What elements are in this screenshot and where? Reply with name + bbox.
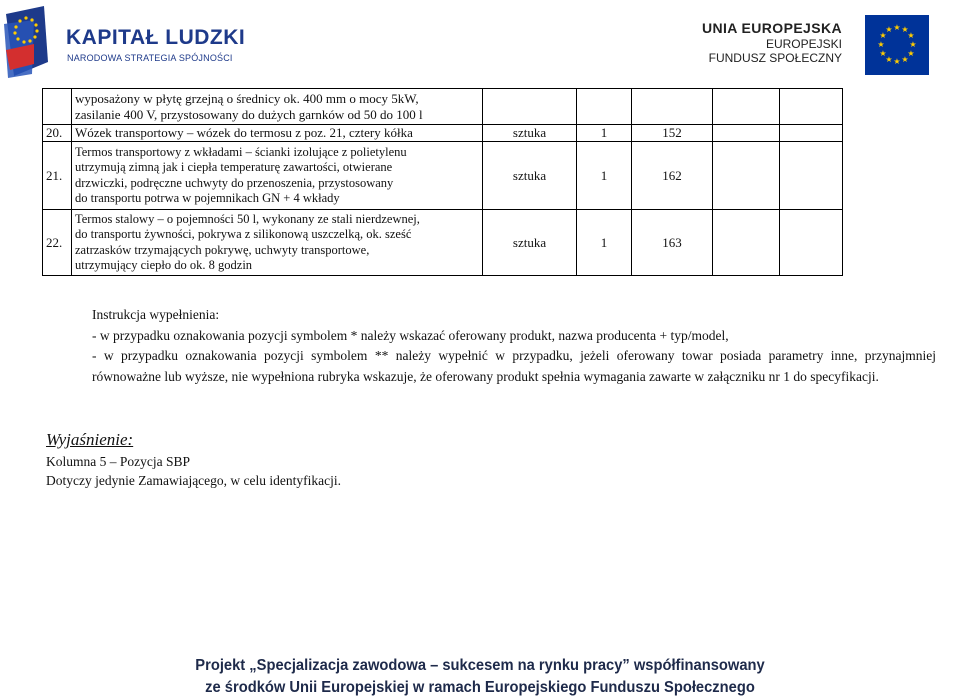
description-line: do transportu potrwa w pojemnikach GN + 4 wkłady xyxy=(75,191,340,205)
page-footer xyxy=(0,655,960,699)
eu-fund-label-1: EUROPEJSKI xyxy=(765,37,842,51)
row-number: 22. xyxy=(43,210,72,276)
svg-text:★: ★ xyxy=(893,23,901,32)
kapital-ludzki-title: KAPITAŁ LUDZKI xyxy=(66,26,246,49)
instructions-section xyxy=(92,305,936,387)
description-line: do transportu żywności, pokrywa z silikonową uszczelką, ok. sześć xyxy=(75,227,412,241)
row-empty-cell xyxy=(780,142,843,210)
svg-text:★: ★ xyxy=(909,40,917,49)
row-unit: sztuka xyxy=(483,210,577,276)
svg-text:★: ★ xyxy=(907,49,915,58)
eu-fund-label-2: FUNDUSZ SPOŁECZNY xyxy=(708,51,842,65)
row-code: 163 xyxy=(632,210,713,276)
row-empty-cell xyxy=(780,210,843,276)
svg-text:★: ★ xyxy=(901,25,909,34)
description-line: Termos stalowy – o pojemności 50 l, wykonany ze stali nierdzewnej, xyxy=(75,211,420,226)
footer-line: Projekt „Specjalizacja zawodowa – sukcesem na rynku pracy” współfinansowany xyxy=(195,657,765,674)
explanation-title: Wyjaśnienie: xyxy=(46,430,134,449)
svg-text:★: ★ xyxy=(907,31,915,40)
kapital-ludzki-subtitle: NARODOWA STRATEGIA SPÓJNOŚCI xyxy=(67,53,233,63)
svg-text:★: ★ xyxy=(885,55,893,64)
row-description xyxy=(72,210,483,276)
explanation-line: Dotyczy jedynie Zamawiającego, w celu identyfikacji. xyxy=(46,473,342,488)
row-quantity: 1 xyxy=(577,125,632,142)
explanation-section xyxy=(46,428,341,490)
row-unit: sztuka xyxy=(483,142,577,210)
row-empty-cell xyxy=(713,89,780,125)
table-row xyxy=(43,142,843,210)
explanation-line: Kolumna 5 – Pozycja SBP xyxy=(46,454,190,469)
description-line: utrzymują zimną jak i ciepła temperaturę zawartości, otwierane xyxy=(75,160,393,174)
table-row xyxy=(43,125,843,142)
row-empty-cell xyxy=(713,125,780,142)
row-description xyxy=(72,89,483,125)
footer-line: ze środków Unii Europejskiej w ramach Europejskiego Funduszu Społecznego xyxy=(205,679,755,696)
svg-text:★: ★ xyxy=(885,25,893,34)
eu-flag-icon xyxy=(865,15,929,75)
row-description xyxy=(72,142,483,210)
row-code: 152 xyxy=(632,125,713,142)
row-code: 162 xyxy=(632,142,713,210)
description-line: Wózek transportowy – wózek do termosu z poz. 21, cztery kółka xyxy=(75,125,413,141)
svg-text:★: ★ xyxy=(901,55,909,64)
svg-text:★: ★ xyxy=(877,40,885,49)
description-line: Termos transportowy z wkładami – ścianki izolujące z polietylenu xyxy=(75,144,407,159)
row-number: 21. xyxy=(43,142,72,210)
eu-union-label: UNIA EUROPEJSKA xyxy=(701,20,842,36)
page-header xyxy=(0,0,960,88)
svg-text:★: ★ xyxy=(879,31,887,40)
row-unit: sztuka xyxy=(483,125,577,142)
row-number xyxy=(43,89,72,125)
row-quantity: 1 xyxy=(577,142,632,210)
row-quantity xyxy=(577,89,632,125)
svg-text:★: ★ xyxy=(879,49,887,58)
kapital-ludzki-logo-icon xyxy=(4,4,58,78)
description-line: utrzymujący ciepło do ok. 8 godzin xyxy=(75,258,253,272)
row-empty-cell xyxy=(780,125,843,142)
row-empty-cell xyxy=(713,142,780,210)
table-row xyxy=(43,89,843,125)
description-line: wyposażony w płytę grzejną o średnicy ok. 400 mm o mocy 5kW, xyxy=(75,91,419,106)
row-number: 20. xyxy=(43,125,72,142)
row-code xyxy=(632,89,713,125)
table-row xyxy=(43,210,843,276)
row-description xyxy=(72,125,483,142)
description-line: zatrzasków trzymających pokrywę, uchwyty transportowe, xyxy=(75,242,370,257)
instructions-line: - w przypadku oznakowania pozycji symbolem * należy wskazać oferowany produkt, nazwa producenta + typ/model, xyxy=(92,327,729,343)
items-table xyxy=(42,88,843,276)
instructions-line: - w przypadku oznakowania pozycji symbolem ** należy wypełnić w przypadku, jeżeli oferowany towar posiada parametry inne, przynajmniej równoważne lub wyższe, nie wypełniona rubryka wskazuje, że oferowany produkt spełnia wymagania zawarte w załączniku nr 1 do specyfikacji. xyxy=(92,348,936,384)
row-empty-cell xyxy=(713,210,780,276)
eu-text-block xyxy=(702,20,842,65)
instructions-title: Instrukcja wypełnienia: xyxy=(92,307,220,322)
row-unit xyxy=(483,89,577,125)
row-quantity: 1 xyxy=(577,210,632,276)
description-line: zasilanie 400 V, przystosowany do dużych garnków od 50 do 100 l xyxy=(75,106,423,122)
description-line: drzwiczki, podręczne uchwyty do przenoszenia, przystosowany xyxy=(75,175,394,190)
svg-text:★: ★ xyxy=(893,57,901,66)
row-empty-cell xyxy=(780,89,843,125)
